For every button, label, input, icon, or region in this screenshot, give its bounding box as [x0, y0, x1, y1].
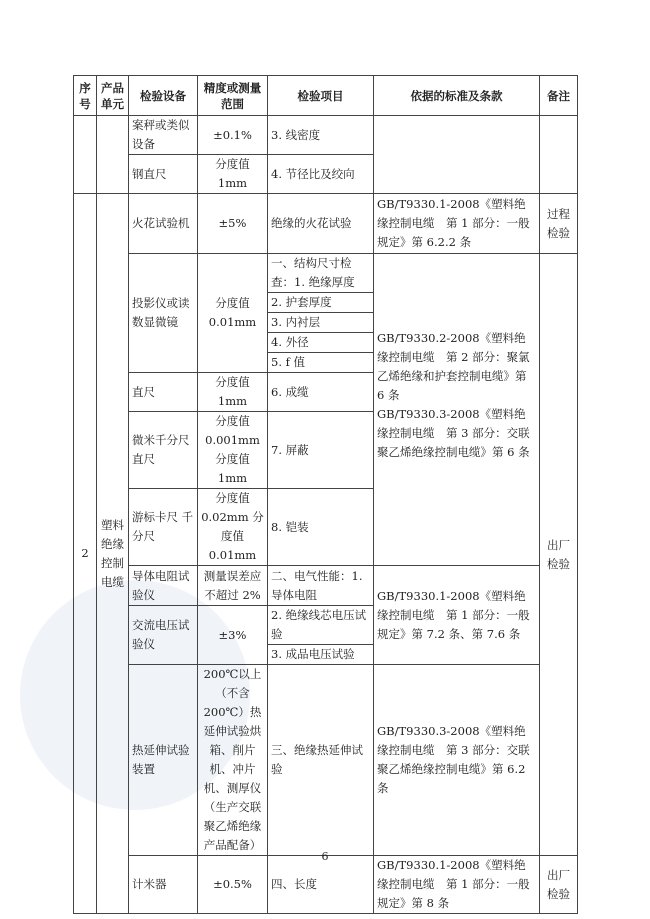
item-cell: 3. 内衬层 [268, 313, 374, 333]
standard-cell: GB/T9330.1-2008《塑料绝缘控制电缆 第 1 部分：一般规定》第 6.2.2 条 [374, 194, 540, 254]
table-row [74, 254, 578, 293]
equipment-cell: 投影仪或读数显微镜 [129, 254, 198, 373]
equipment-cell: 导体电阻试验仪 [129, 566, 198, 606]
remark-cell [540, 116, 578, 194]
precision-cell: 200℃以上（不含200℃）热延伸试验烘箱、削片机、冲片机、测厚仪（生产交联聚乙烯绝缘产品配备） [198, 665, 268, 856]
item-cell: 7. 屏蔽 [268, 412, 374, 489]
item-cell: 二、电气性能：1. 导体电阻 [268, 566, 374, 606]
item-cell: 4. 外径 [268, 333, 374, 353]
item-cell: 4. 节径比及绞向 [268, 155, 374, 194]
unit-cell [97, 116, 129, 194]
standard-cell: GB/T9330.1-2008《塑料绝缘控制电缆 第 1 部分：一般规定》第 7.2 条、第 7.6 条 [374, 566, 540, 665]
equipment-cell: 计米器 [129, 856, 198, 914]
remark-cell: 过程检验 [540, 194, 578, 254]
item-cell: 一、结构尺寸检查：1. 绝缘厚度 [268, 254, 374, 293]
page-number: 6 [321, 850, 329, 863]
table-row [74, 116, 578, 155]
inspection-table [73, 75, 578, 914]
precision-cell: ±3% [198, 606, 268, 665]
item-cell: 四、长度 [268, 856, 374, 914]
header-precision: 精度或测量范围 [198, 76, 268, 116]
unit-cell: 塑料绝缘控制电缆 [97, 194, 129, 914]
equipment-cell: 钢直尺 [129, 155, 198, 194]
item-cell: 绝缘的火花试验 [268, 194, 374, 254]
seq-cell: 2 [74, 194, 97, 914]
seq-cell [74, 116, 97, 194]
header-row [74, 76, 578, 116]
header-unit: 产品单元 [97, 76, 129, 116]
header-item: 检验项目 [268, 76, 374, 116]
precision-cell: ±0.1% [198, 116, 268, 155]
header-seq: 序号 [74, 76, 97, 116]
equipment-cell: 游标卡尺 千分尺 [129, 489, 198, 566]
header-standard: 依据的标准及条款 [374, 76, 540, 116]
item-cell: 3. 线密度 [268, 116, 374, 155]
standard-cell: GB/T9330.1-2008《塑料绝缘控制电缆 第 1 部分：一般规定》第 8 条 [374, 856, 540, 914]
item-cell: 6. 成缆 [268, 373, 374, 412]
table-row [74, 194, 578, 254]
header-remark: 备注 [540, 76, 578, 116]
header-equipment: 检验设备 [129, 76, 198, 116]
precision-cell: 分度值 0.01mm [198, 254, 268, 373]
equipment-cell: 交流电压试验仪 [129, 606, 198, 665]
table-row [74, 856, 578, 914]
item-cell: 2. 护套厚度 [268, 293, 374, 313]
precision-cell: 测量误差应不超过 2% [198, 566, 268, 606]
standard-text: GB/T9330.2-2008《塑料绝缘控制电缆 第 2 部分：聚氯乙烯绝缘和护套控制电缆》第 6 条 [377, 331, 530, 402]
precision-cell: 分度值 1mm [198, 155, 268, 194]
item-cell: 3. 成品电压试验 [268, 645, 374, 665]
standard-cell: GB/T9330.3-2008《塑料绝缘控制电缆 第 3 部分：交联聚乙烯绝缘控制电缆》第 6.2 条 [374, 665, 540, 856]
precision-cell: 分度值 0.001mm 分度值 1mm [198, 412, 268, 489]
remark-cell: 出厂检验 [540, 856, 578, 914]
precision-cell: ±5% [198, 194, 268, 254]
table-row [74, 665, 578, 856]
standard-cell [374, 254, 540, 566]
item-cell: 8. 铠装 [268, 489, 374, 566]
standard-cell [374, 116, 540, 194]
item-cell: 三、绝缘热延伸试验 [268, 665, 374, 856]
equipment-cell: 火花试验机 [129, 194, 198, 254]
precision-cell: 分度值 0.02mm 分度值 0.01mm [198, 489, 268, 566]
equipment-cell: 热延伸试验装置 [129, 665, 198, 856]
precision-cell: ±0.5% [198, 856, 268, 914]
equipment-cell: 微米千分尺 直尺 [129, 412, 198, 489]
equipment-cell: 直尺 [129, 373, 198, 412]
standard-text: GB/T9330.3-2008《塑料绝缘控制电缆 第 3 部分：交联聚乙烯绝缘控制电缆》第 6 条 [377, 407, 530, 459]
item-cell: 2. 绝缘线芯电压试验 [268, 606, 374, 645]
item-cell: 5. f 值 [268, 353, 374, 373]
equipment-cell: 案秤或类似设备 [129, 116, 198, 155]
table-row [74, 566, 578, 606]
precision-cell: 分度值 1mm [198, 373, 268, 412]
remark-cell: 出厂检验 [540, 254, 578, 856]
